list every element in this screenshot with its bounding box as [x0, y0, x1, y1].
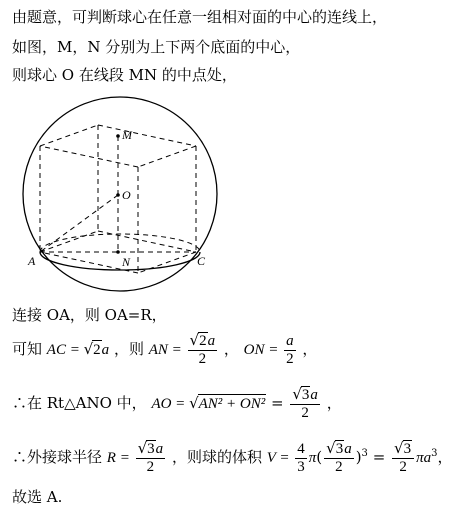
ao-fraction: $\frac{√3a}{2}$: [292, 385, 318, 421]
an-fraction: $\frac{√2a}{2}$: [189, 331, 216, 367]
point-M: [116, 134, 120, 138]
radius-prefix: ∴外接球半径: [12, 448, 103, 466]
ac-sqrt2: 2: [93, 342, 101, 358]
radius-r: R =: [106, 450, 134, 466]
volume-end: ，: [437, 448, 453, 466]
known-ac: AC =: [46, 342, 84, 358]
known-comma: ，: [223, 340, 239, 358]
point-N: [116, 250, 120, 254]
tri-ao: AO =: [151, 396, 190, 412]
r-fraction: $\frac{√3a}{2}$: [137, 439, 164, 475]
tri-prefix: ∴在 Rt△ANO 中，: [12, 394, 147, 412]
known-mid: ，则: [113, 340, 144, 358]
label-N: N: [122, 255, 131, 269]
label-C: C: [197, 254, 206, 268]
intro-line-2: 如图，M，N 分别为上下两个底面的中心，: [12, 38, 301, 56]
known-end: ，: [302, 340, 318, 358]
volume-v: V =: [266, 450, 294, 466]
label-A: A: [28, 254, 36, 268]
four-thirds: $\frac{4}{3}$: [297, 440, 305, 475]
radius-mid: ，则球的体积: [171, 448, 262, 466]
label-M: M: [122, 128, 132, 142]
tri-radicand: AN² + ON²: [198, 396, 266, 412]
vol-result-fraction: $\frac{√3}{2}$: [392, 440, 414, 476]
step-radius: ∴外接球半径 R = $\frac{√3a}{2}$ ，则球的体积 V = $\frac{4}{3}$ π( $\frac{√3a}{2}$ )$^3$ = $\frac{√3}{2}$ $\pi a^3$，: [12, 439, 453, 475]
intro-line-1: 由题意，可判断球心在任意一组相对面的中心的连线上，: [12, 8, 388, 26]
on-fraction: $\frac{a}{2}$: [286, 332, 294, 367]
tri-end: ，: [326, 394, 342, 412]
known-prefix: 可知: [12, 340, 43, 358]
answer: 故选 A.: [12, 488, 63, 506]
step-known: 可知 AC = √2a ，则 AN = $\frac{√2a}{2}$ ， ON = $\frac{a}{2}$ ，: [12, 331, 318, 367]
step-triangle: ∴在 Rt△ANO 中， AO = √AN² + ON² = $\frac{√3a}{2}$ ，: [12, 385, 342, 421]
ac-a: a: [101, 342, 110, 358]
equator-back-arc: [40, 234, 200, 252]
known-an: AN =: [148, 342, 186, 358]
point-O: [116, 193, 120, 197]
equator-front-arc: [40, 252, 200, 270]
known-on: ON =: [243, 342, 283, 358]
label-O: O: [122, 188, 131, 202]
intro-line-3: 则球心 O 在线段 MN 的中点处，: [12, 66, 237, 84]
vol-pi: π: [308, 450, 317, 466]
vol-inner-fraction: $\frac{√3a}{2}$: [326, 439, 352, 475]
tri-eq: =: [266, 394, 289, 412]
step-connect: 连接 OA，则 OA=R，: [12, 306, 167, 324]
